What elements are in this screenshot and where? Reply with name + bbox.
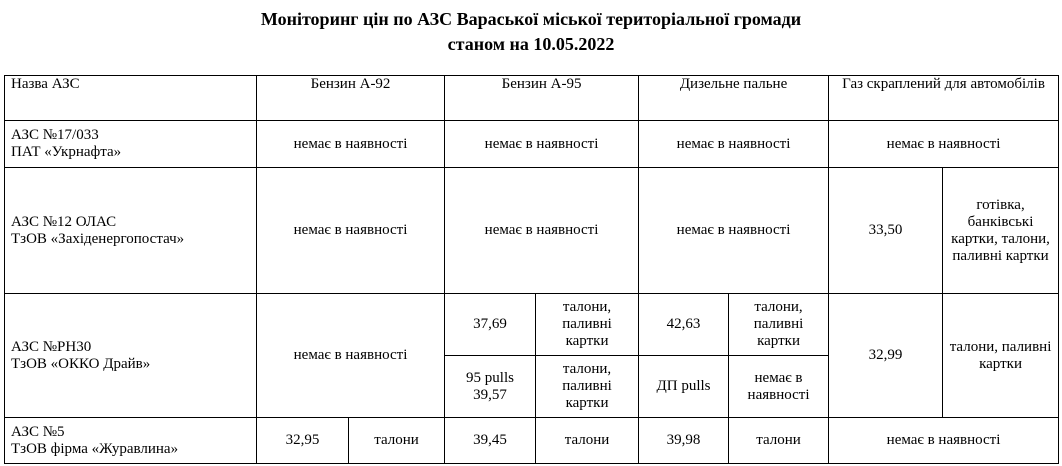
station-name (5, 168, 257, 294)
station-company: ТзОВ «ОККО Драйв» (11, 355, 151, 372)
header-station: Назва АЗС (5, 76, 257, 121)
a95-cell: немає в наявності (445, 168, 639, 294)
station-number: АЗС №РН30 (11, 338, 92, 355)
a92-cell: немає в наявності (257, 168, 445, 294)
a95-pulls-price-cell: 95 pulls 39,57 (445, 356, 536, 418)
station-company: ТзОВ фірма «Журавлина» (11, 440, 179, 457)
gas-price-cell: 32,99 (829, 294, 943, 418)
table-row (5, 121, 1059, 168)
diesel-price-cell: 39,98 (639, 418, 729, 464)
dp-pulls-price-cell: ДП pulls (639, 356, 729, 418)
a95-price-cell: 37,69 (445, 294, 536, 356)
a95-pulls-payment-cell: талони, паливні картки (536, 356, 639, 418)
a95-price-cell: 39,45 (445, 418, 536, 464)
header-row (5, 76, 1059, 121)
gas-cell: немає в наявності (829, 121, 1059, 168)
page-subtitle-date: станом на 10.05.2022 (447, 34, 615, 54)
gas-price-cell: 33,50 (829, 168, 943, 294)
a95-payment-cell: талони, паливні картки (536, 294, 639, 356)
station-name (5, 121, 257, 168)
page-title: Моніторинг цін по АЗС Вараської міської територіальної громади (260, 9, 802, 29)
a95-payment-cell: талони (536, 418, 639, 464)
a92-cell: немає в наявності (257, 121, 445, 168)
station-name (5, 418, 257, 464)
a92-price-cell: 32,95 (257, 418, 349, 464)
price-table (4, 75, 1059, 464)
a95-cell: немає в наявності (445, 121, 639, 168)
station-number: АЗС №5 (11, 423, 65, 440)
header-a92: Бензин А-92 (257, 76, 445, 121)
dp-pulls-payment-cell: немає в наявності (729, 356, 829, 418)
diesel-payment-cell: талони, паливні картки (729, 294, 829, 356)
gas-payment-cell: готівка, банківські картки, талони, паливні картки (943, 168, 1059, 294)
table-row (5, 294, 1059, 356)
header-diesel: Дизельне пальне (639, 76, 829, 121)
a92-cell: немає в наявності (257, 294, 445, 418)
header-gas: Газ скраплений для автомобілів (829, 76, 1059, 121)
header-a95: Бензин А-95 (445, 76, 639, 121)
station-name (5, 294, 257, 418)
a92-payment-cell: талони (349, 418, 445, 464)
station-number: АЗС №12 ОЛАС (11, 213, 117, 230)
station-number: АЗС №17/033 (11, 127, 99, 143)
diesel-cell: немає в наявності (639, 121, 829, 168)
gas-payment-cell: талони, паливні картки (943, 294, 1059, 418)
diesel-cell: немає в наявності (639, 168, 829, 294)
table-row (5, 168, 1059, 294)
station-company: ТзОВ «Західенергопостач» (11, 230, 185, 247)
diesel-price-cell: 42,63 (639, 294, 729, 356)
gas-cell: немає в наявності (829, 418, 1059, 464)
table-row (5, 418, 1059, 464)
diesel-payment-cell: талони (729, 418, 829, 464)
station-company: ПАТ «Укрнафта» (11, 144, 122, 160)
